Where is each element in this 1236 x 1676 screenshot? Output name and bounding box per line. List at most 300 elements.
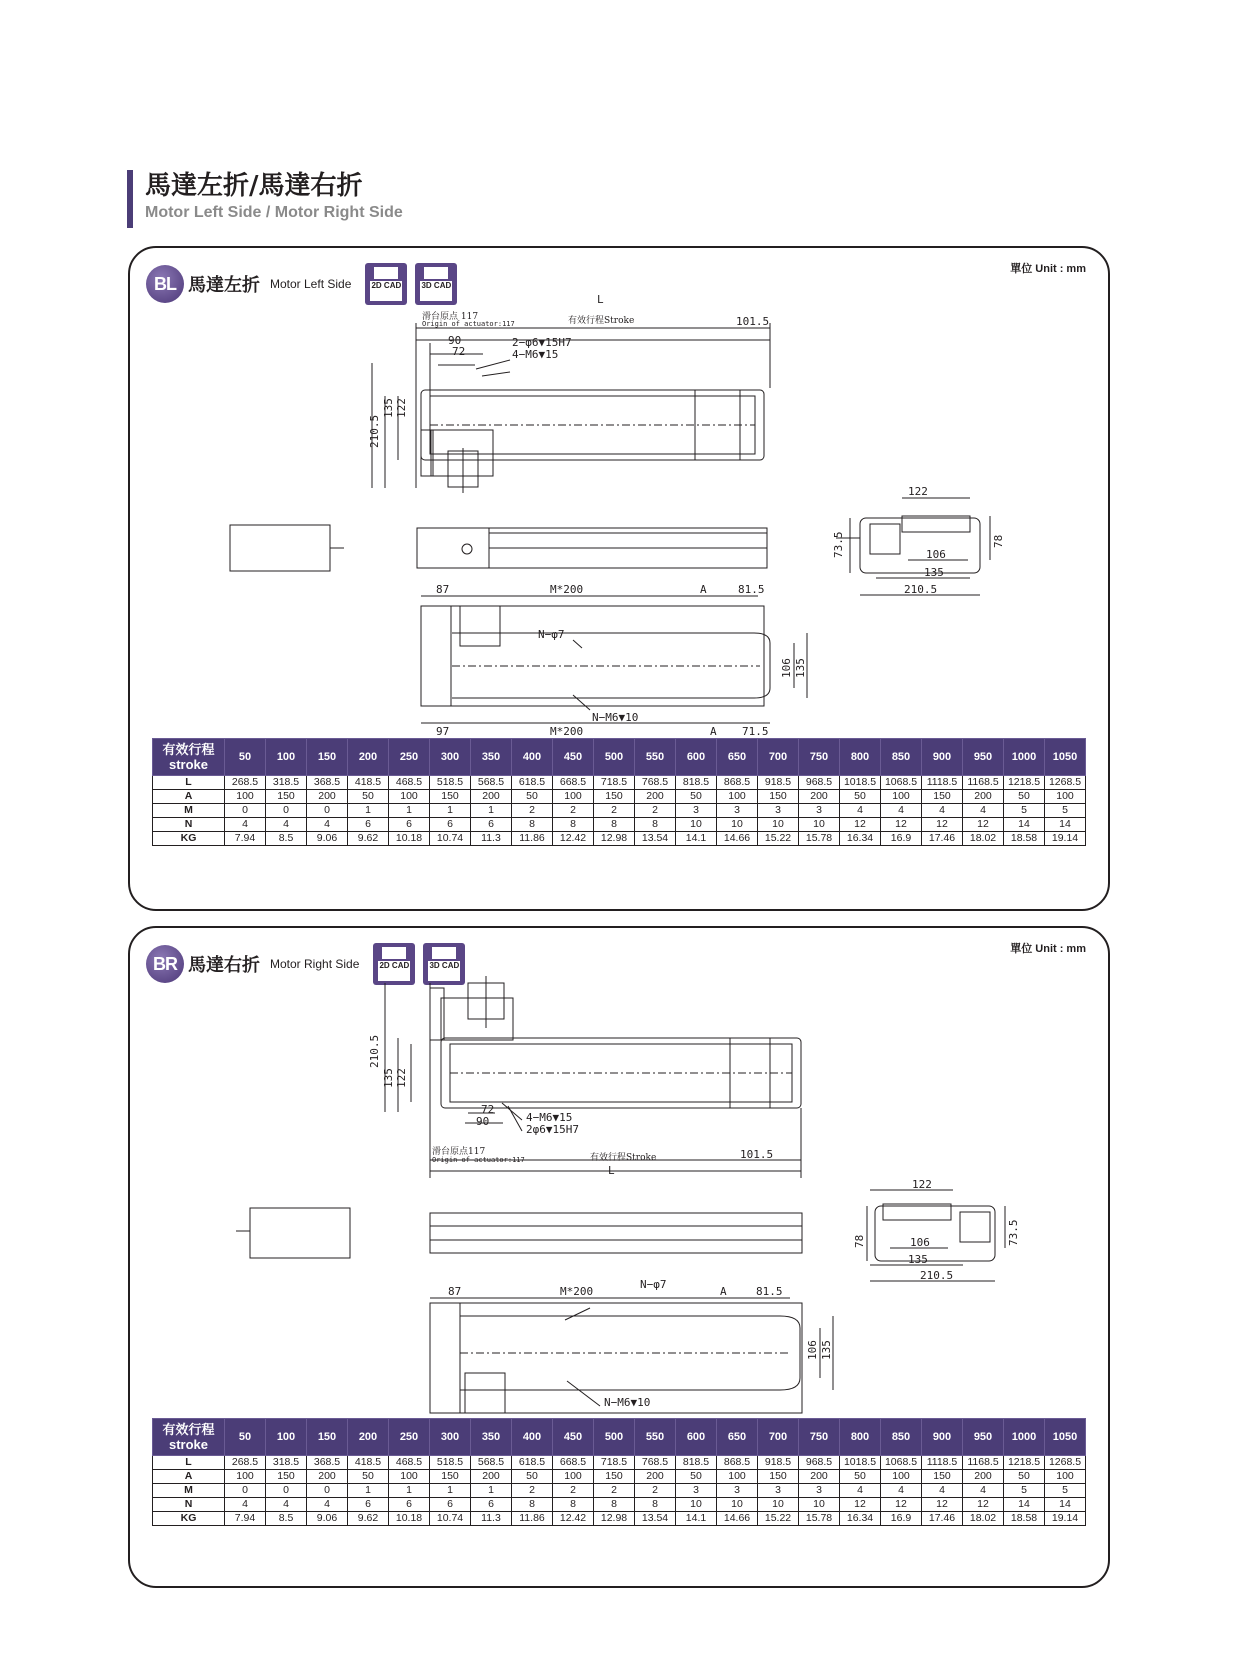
table-cell: 6 — [389, 818, 430, 832]
table-cell: 1 — [430, 804, 471, 818]
dim-71-5: 71.5 — [742, 725, 769, 738]
dim-origin-sub: Origin of actuator:117 — [432, 1156, 525, 1164]
table-cell: 200 — [307, 790, 348, 804]
table-cell: 7.94 — [225, 1512, 266, 1526]
dim-81-5: 81.5 — [756, 1285, 783, 1298]
table-cell: 0 — [307, 804, 348, 818]
row-label: A — [153, 790, 225, 804]
stroke-header-cell: 500 — [594, 739, 635, 776]
dim-210-5: 210.5 — [368, 414, 381, 448]
table-cell: 9.06 — [307, 1512, 348, 1526]
table-cell: 768.5 — [635, 1456, 676, 1470]
stroke-header-cell: 800 — [840, 1419, 881, 1456]
table-cell: 200 — [635, 1470, 676, 1484]
dim-n-tap: N−M6▼10 — [592, 711, 639, 724]
table-cell: 918.5 — [758, 776, 799, 790]
dim-tap-hole: 4−M6▼15 — [526, 1111, 573, 1124]
table-cell: 11.86 — [512, 1512, 553, 1526]
table-cell: 568.5 — [471, 1456, 512, 1470]
table-cell: 3 — [717, 1484, 758, 1498]
table-cell: 100 — [225, 1470, 266, 1484]
table-cell: 6 — [348, 818, 389, 832]
dim-101-5: 101.5 — [736, 315, 770, 328]
table-cell: 4 — [963, 1484, 1004, 1498]
table-cell: 468.5 — [389, 776, 430, 790]
stroke-corner-cell — [153, 739, 225, 776]
table-cell: 618.5 — [512, 776, 553, 790]
stroke-header-cell: 150 — [307, 1419, 348, 1456]
stroke-header-cell: 50 — [225, 1419, 266, 1456]
dim-a-top: A — [720, 1285, 727, 1298]
table-cell: 1068.5 — [881, 776, 922, 790]
table-cell: 10.74 — [430, 832, 471, 846]
table-cell: 200 — [799, 790, 840, 804]
table-cell: 13.54 — [635, 832, 676, 846]
table-cell: 200 — [471, 790, 512, 804]
table-cell: 150 — [266, 790, 307, 804]
table-cell: 8 — [553, 1498, 594, 1512]
panel-title-en: Motor Right Side — [270, 957, 360, 971]
table-cell: 15.22 — [758, 832, 799, 846]
table-cell: 16.34 — [840, 1512, 881, 1526]
spec-body — [153, 776, 1086, 846]
dim-n-hole: N−φ7 — [640, 1278, 667, 1291]
table-cell: 3 — [758, 1484, 799, 1498]
table-cell: 200 — [799, 1470, 840, 1484]
table-cell: 100 — [1045, 790, 1086, 804]
stroke-header-cell: 600 — [676, 739, 717, 776]
table-cell: 17.46 — [922, 832, 963, 846]
table-cell: 4 — [881, 804, 922, 818]
table-cell: 718.5 — [594, 776, 635, 790]
stroke-corner-cell — [153, 1419, 225, 1456]
table-cell: 268.5 — [225, 776, 266, 790]
stroke-header-cell: 400 — [512, 1419, 553, 1456]
dim-stroke: 有效行程Stroke — [590, 1153, 657, 1163]
dim-origin: 滑台原点117 — [432, 1147, 486, 1157]
spec-body — [153, 1456, 1086, 1526]
panel-title-zh: 馬達右折 — [188, 955, 260, 976]
table-cell: 8.5 — [266, 1512, 307, 1526]
table-cell: 50 — [676, 1470, 717, 1484]
table-cell: 968.5 — [799, 776, 840, 790]
dim-m200-top: M*200 — [550, 583, 584, 596]
table-cell: 818.5 — [676, 1456, 717, 1470]
dim-81-5: 81.5 — [738, 583, 765, 596]
table-row — [153, 818, 1086, 832]
table-cell: 11.3 — [471, 832, 512, 846]
stroke-header-cell: 950 — [963, 1419, 1004, 1456]
table-cell: 18.02 — [963, 1512, 1004, 1526]
table-cell: 16.9 — [881, 1512, 922, 1526]
table-cell: 468.5 — [389, 1456, 430, 1470]
table-cell: 8 — [512, 818, 553, 832]
table-cell: 1018.5 — [840, 1456, 881, 1470]
table-cell: 14.1 — [676, 832, 717, 846]
table-cell: 50 — [512, 1470, 553, 1484]
table-row — [153, 776, 1086, 790]
table-cell: 100 — [717, 790, 758, 804]
table-cell: 100 — [389, 1470, 430, 1484]
stroke-header-cell: 600 — [676, 1419, 717, 1456]
row-label: M — [153, 1484, 225, 1498]
row-label: M — [153, 804, 225, 818]
table-cell: 200 — [471, 1470, 512, 1484]
table-cell: 150 — [922, 1470, 963, 1484]
stroke-header-cell: 650 — [717, 739, 758, 776]
dim-135: 135 — [382, 398, 395, 418]
stroke-header-cell: 700 — [758, 739, 799, 776]
unit-label: 單位 Unit : mm — [1010, 263, 1086, 275]
table-cell: 10 — [717, 818, 758, 832]
table-cell: 18.58 — [1004, 832, 1045, 846]
table-cell: 4 — [266, 1498, 307, 1512]
table-cell: 3 — [799, 804, 840, 818]
table-cell: 18.58 — [1004, 1512, 1045, 1526]
dim-a-bottom: A — [710, 725, 717, 738]
table-cell: 10.74 — [430, 1512, 471, 1526]
table-cell: 8 — [594, 1498, 635, 1512]
table-cell: 100 — [717, 1470, 758, 1484]
table-cell: 4 — [840, 1484, 881, 1498]
cad-3d-label: 3D CAD — [428, 961, 460, 981]
stroke-header-cell: 850 — [881, 1419, 922, 1456]
table-cell: 100 — [389, 790, 430, 804]
stroke-header-cell: 500 — [594, 1419, 635, 1456]
table-cell: 150 — [922, 790, 963, 804]
table-cell: 8 — [512, 1498, 553, 1512]
dim-end-122: 122 — [908, 485, 928, 498]
dim-72: 72 — [452, 345, 466, 358]
table-cell: 3 — [676, 1484, 717, 1498]
table-cell: 1218.5 — [1004, 1456, 1045, 1470]
table-row — [153, 832, 1086, 846]
dim-73-5: 73.5 — [832, 531, 845, 558]
table-cell: 16.9 — [881, 832, 922, 846]
table-cell: 1 — [348, 1484, 389, 1498]
table-cell: 4 — [840, 804, 881, 818]
table-cell: 150 — [594, 1470, 635, 1484]
stroke-header-cell: 1000 — [1004, 739, 1045, 776]
table-cell: 368.5 — [307, 776, 348, 790]
table-cell: 50 — [348, 1470, 389, 1484]
stroke-header-cell: 100 — [266, 1419, 307, 1456]
table-cell: 568.5 — [471, 776, 512, 790]
table-cell: 3 — [758, 804, 799, 818]
dim-m200-top: M*200 — [560, 1285, 594, 1298]
table-cell: 768.5 — [635, 776, 676, 790]
dim-90: 90 — [476, 1115, 490, 1128]
stroke-header-cell: 850 — [881, 739, 922, 776]
table-cell: 5 — [1004, 1484, 1045, 1498]
stroke-header-cell: 100 — [266, 739, 307, 776]
table-cell: 150 — [266, 1470, 307, 1484]
panel-title-zh: 馬達左折 — [188, 275, 260, 296]
table-cell: 1268.5 — [1045, 776, 1086, 790]
motor-left-panel — [128, 246, 1110, 911]
dim-end-210-5: 210.5 — [920, 1269, 954, 1282]
dim-135: 135 — [382, 1068, 395, 1088]
table-cell: 5 — [1004, 804, 1045, 818]
stroke-header-cell: 550 — [635, 739, 676, 776]
table-cell: 50 — [348, 790, 389, 804]
dim-97: 97 — [436, 725, 450, 738]
dim-122: 122 — [395, 1068, 408, 1088]
table-cell: 12 — [840, 1498, 881, 1512]
table-cell: 0 — [266, 804, 307, 818]
table-cell: 19.14 — [1045, 1512, 1086, 1526]
table-row — [153, 804, 1086, 818]
table-cell: 0 — [266, 1484, 307, 1498]
dim-stroke: 有效行程Stroke — [568, 316, 635, 326]
table-cell: 2 — [635, 804, 676, 818]
table-cell: 368.5 — [307, 1456, 348, 1470]
table-cell: 4 — [963, 804, 1004, 818]
table-cell: 10 — [758, 818, 799, 832]
stroke-header-cell: 400 — [512, 739, 553, 776]
dim-bot-106: 106 — [780, 658, 793, 678]
table-cell: 1 — [471, 1484, 512, 1498]
stroke-header-row — [153, 1419, 1086, 1456]
table-cell: 9.62 — [348, 832, 389, 846]
table-cell: 9.06 — [307, 832, 348, 846]
table-cell: 868.5 — [717, 1456, 758, 1470]
stroke-header-cell: 250 — [389, 1419, 430, 1456]
cad-2d-label: 2D CAD — [378, 961, 410, 981]
stroke-header-cell: 900 — [922, 739, 963, 776]
table-cell: 11.3 — [471, 1512, 512, 1526]
table-cell: 868.5 — [717, 776, 758, 790]
table-cell: 12 — [922, 1498, 963, 1512]
table-cell: 4 — [881, 1484, 922, 1498]
table-row — [153, 1498, 1086, 1512]
table-cell: 2 — [594, 804, 635, 818]
stroke-header-cell: 350 — [471, 739, 512, 776]
table-cell: 1218.5 — [1004, 776, 1045, 790]
table-cell: 100 — [881, 1470, 922, 1484]
table-cell: 12.42 — [553, 1512, 594, 1526]
stroke-header-cell: 750 — [799, 739, 840, 776]
table-cell: 668.5 — [553, 1456, 594, 1470]
dim-87: 87 — [448, 1285, 462, 1298]
table-cell: 200 — [963, 790, 1004, 804]
table-cell: 618.5 — [512, 1456, 553, 1470]
stroke-header-cell: 1050 — [1045, 1419, 1086, 1456]
table-cell: 12.98 — [594, 832, 635, 846]
table-row — [153, 1470, 1086, 1484]
table-row — [153, 1484, 1086, 1498]
table-cell: 12 — [963, 1498, 1004, 1512]
dim-101-5: 101.5 — [740, 1148, 774, 1161]
table-cell: 12 — [922, 818, 963, 832]
stroke-header-cell: 900 — [922, 1419, 963, 1456]
table-cell: 6 — [430, 818, 471, 832]
table-cell: 14 — [1004, 1498, 1045, 1512]
table-cell: 12.98 — [594, 1512, 635, 1526]
table-cell: 15.22 — [758, 1512, 799, 1526]
table-cell: 100 — [1045, 1470, 1086, 1484]
table-cell: 200 — [963, 1470, 1004, 1484]
stroke-label-zh: 有效行程 — [162, 742, 215, 757]
table-cell: 150 — [430, 790, 471, 804]
table-cell: 4 — [922, 804, 963, 818]
stroke-header-cell: 450 — [553, 1419, 594, 1456]
table-cell: 4 — [922, 1484, 963, 1498]
table-cell: 4 — [307, 818, 348, 832]
dim-n-hole: N−φ7 — [538, 628, 565, 641]
bl-badge: BL — [146, 265, 184, 303]
stroke-header-cell: 300 — [430, 1419, 471, 1456]
dim-end-122: 122 — [912, 1178, 932, 1191]
table-cell: 318.5 — [266, 776, 307, 790]
table-cell: 518.5 — [430, 1456, 471, 1470]
table-cell: 10 — [676, 818, 717, 832]
page-header — [127, 170, 403, 228]
table-cell: 418.5 — [348, 776, 389, 790]
table-cell: 4 — [225, 1498, 266, 1512]
dim-73-5: 73.5 — [1007, 1219, 1020, 1246]
table-cell: 200 — [307, 1470, 348, 1484]
motor-right-panel — [128, 926, 1110, 1588]
stroke-label-en: stroke — [168, 757, 209, 772]
table-cell: 10 — [758, 1498, 799, 1512]
table-cell: 14.66 — [717, 1512, 758, 1526]
table-cell: 4 — [307, 1498, 348, 1512]
dim-bot-135: 135 — [820, 1340, 833, 1360]
cad-2d-label: 2D CAD — [370, 281, 402, 301]
dim-tap-hole: 4−M6▼15 — [512, 348, 559, 361]
unit-label: 單位 Unit : mm — [1010, 943, 1086, 955]
table-cell: 100 — [553, 1470, 594, 1484]
br-drawing — [130, 928, 1108, 1428]
panel-title-en: Motor Left Side — [270, 277, 352, 291]
table-cell: 1 — [471, 804, 512, 818]
table-cell: 6 — [389, 1498, 430, 1512]
table-cell: 1018.5 — [840, 776, 881, 790]
table-cell: 10 — [799, 1498, 840, 1512]
row-label: N — [153, 1498, 225, 1512]
table-row — [153, 1512, 1086, 1526]
stroke-header-cell: 800 — [840, 739, 881, 776]
table-cell: 100 — [553, 790, 594, 804]
table-cell: 14.1 — [676, 1512, 717, 1526]
page-subtitle: Motor Left Side / Motor Right Side — [145, 204, 403, 221]
stroke-header-cell: 150 — [307, 739, 348, 776]
dim-pin-hole: 2φ6▼15H7 — [526, 1123, 579, 1136]
dim-L: L — [597, 293, 604, 306]
br-badge: BR — [146, 945, 184, 983]
table-cell: 10.18 — [389, 1512, 430, 1526]
row-label: KG — [153, 1512, 225, 1526]
table-cell: 17.46 — [922, 1512, 963, 1526]
table-cell: 418.5 — [348, 1456, 389, 1470]
table-cell: 200 — [635, 790, 676, 804]
table-cell: 50 — [676, 790, 717, 804]
stroke-label-zh: 有效行程 — [162, 1422, 215, 1437]
stroke-header-cell: 950 — [963, 739, 1004, 776]
dim-106: 106 — [926, 548, 946, 561]
table-cell: 50 — [840, 790, 881, 804]
table-cell: 2 — [512, 1484, 553, 1498]
dim-78: 78 — [992, 534, 1005, 548]
dim-122: 122 — [395, 398, 408, 418]
stroke-header-cell: 1050 — [1045, 739, 1086, 776]
table-cell: 100 — [225, 790, 266, 804]
table-cell: 7.94 — [225, 832, 266, 846]
table-cell: 8 — [635, 818, 676, 832]
table-cell: 14 — [1045, 818, 1086, 832]
table-cell: 50 — [1004, 790, 1045, 804]
dim-origin-sub: Origin of actuator:117 — [422, 320, 515, 328]
table-cell: 0 — [225, 1484, 266, 1498]
table-cell: 918.5 — [758, 1456, 799, 1470]
stroke-header-cell: 250 — [389, 739, 430, 776]
table-cell: 9.62 — [348, 1512, 389, 1526]
dim-78: 78 — [853, 1234, 866, 1248]
table-cell: 1118.5 — [922, 1456, 963, 1470]
stroke-header-cell: 200 — [348, 739, 389, 776]
table-cell: 1 — [348, 804, 389, 818]
dim-bot-135: 135 — [794, 658, 807, 678]
table-cell: 0 — [225, 804, 266, 818]
stroke-header-cell: 200 — [348, 1419, 389, 1456]
stroke-header-cell: 650 — [717, 1419, 758, 1456]
table-cell: 50 — [840, 1470, 881, 1484]
table-cell: 1168.5 — [963, 776, 1004, 790]
table-cell: 318.5 — [266, 1456, 307, 1470]
table-cell: 8 — [553, 818, 594, 832]
table-cell: 3 — [799, 1484, 840, 1498]
stroke-header-cell: 550 — [635, 1419, 676, 1456]
table-cell: 4 — [266, 818, 307, 832]
table-cell: 150 — [594, 790, 635, 804]
dim-end-135: 135 — [924, 566, 944, 579]
table-cell: 14.66 — [717, 832, 758, 846]
table-cell: 3 — [717, 804, 758, 818]
table-cell: 2 — [553, 1484, 594, 1498]
table-cell: 518.5 — [430, 776, 471, 790]
dim-pin-hole: 2−φ6▼15H7 — [512, 336, 572, 349]
table-cell: 8 — [635, 1498, 676, 1512]
table-cell: 2 — [594, 1484, 635, 1498]
row-label: L — [153, 776, 225, 790]
stroke-header-cell: 300 — [430, 739, 471, 776]
dim-end-210-5: 210.5 — [904, 583, 938, 596]
table-cell: 2 — [635, 1484, 676, 1498]
table-cell: 50 — [512, 790, 553, 804]
table-cell: 4 — [225, 818, 266, 832]
table-cell: 0 — [307, 1484, 348, 1498]
br-spec-table — [152, 1418, 1086, 1526]
table-cell: 1068.5 — [881, 1456, 922, 1470]
table-cell: 968.5 — [799, 1456, 840, 1470]
page-title: 馬達左折/馬達右折 — [145, 171, 363, 201]
table-cell: 12 — [881, 818, 922, 832]
table-cell: 16.34 — [840, 832, 881, 846]
table-cell: 6 — [471, 818, 512, 832]
table-cell: 19.14 — [1045, 832, 1086, 846]
table-cell: 150 — [758, 1470, 799, 1484]
table-cell: 8.5 — [266, 832, 307, 846]
table-cell: 3 — [676, 804, 717, 818]
dim-90: 90 — [448, 334, 462, 347]
dim-origin: 滑台原点 117 — [422, 312, 479, 322]
table-cell: 15.78 — [799, 1512, 840, 1526]
table-cell: 268.5 — [225, 1456, 266, 1470]
dim-end-135: 135 — [908, 1253, 928, 1266]
dim-106: 106 — [910, 1236, 930, 1249]
table-cell: 6 — [348, 1498, 389, 1512]
